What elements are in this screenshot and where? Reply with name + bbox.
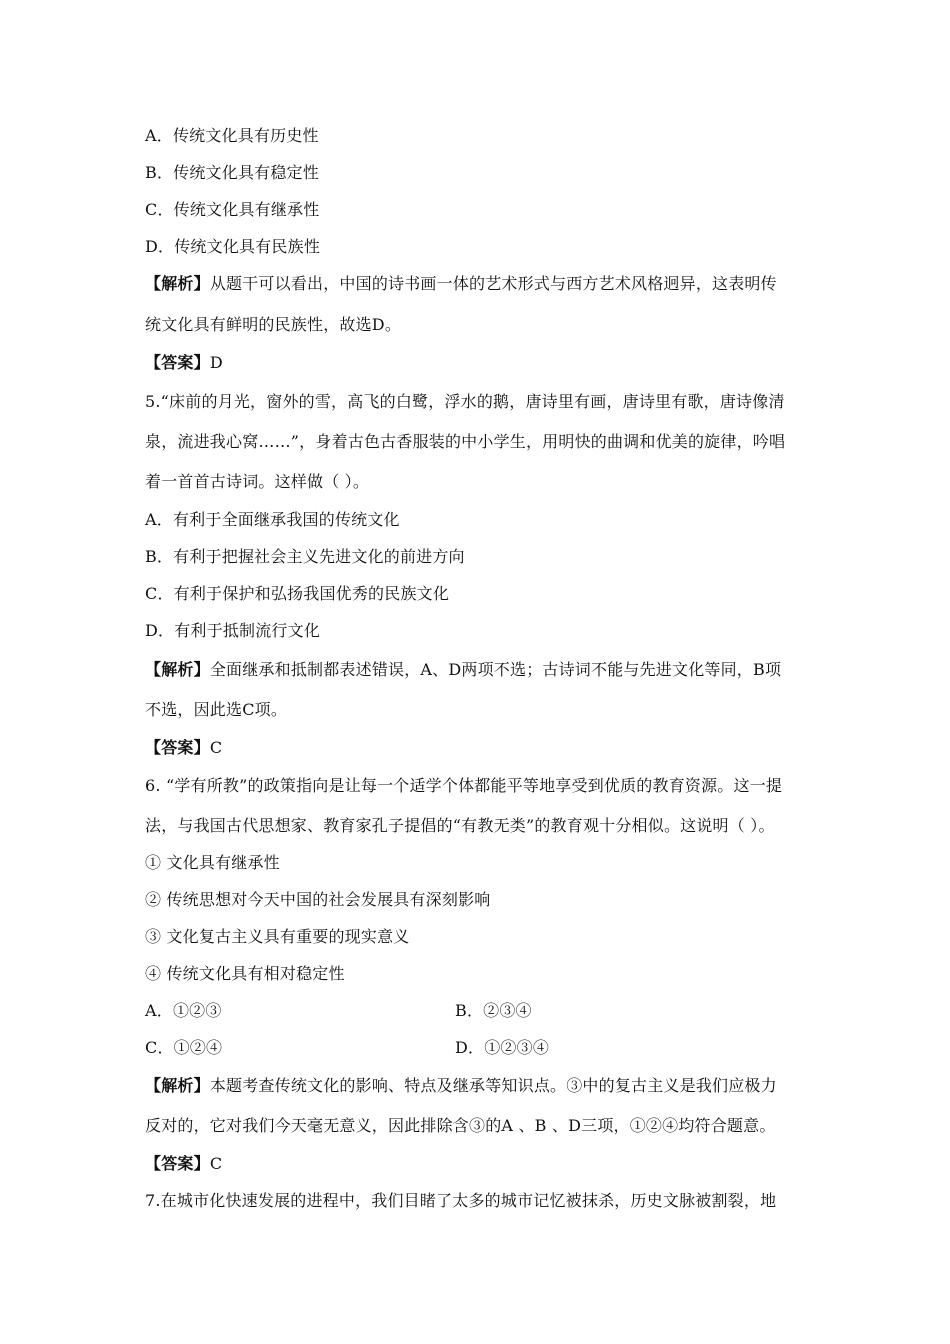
analysis-text: 从题干可以看出，中国的诗书画一体的艺术形式与西方艺术风格迥异，这表明传	[209, 274, 777, 293]
q4-option-d: D．传统文化具有民族性	[145, 237, 321, 256]
answer-label: 【答案】	[145, 353, 210, 372]
analysis-text: 全面继承和抵制都表述错误，A、D两项不选；古诗词不能与先进文化等同，B项	[209, 660, 782, 679]
q6-answer	[145, 1154, 222, 1174]
q6-analysis-line-2: 反对的，它对我们今天毫无意义，因此排除含③的A 、B 、D三项，①②④均符合题意。	[145, 1116, 776, 1135]
q6-stem-line-1: 6. “学有所教”的政策指向是让每一个适学个体都能平等地享受到优质的教育资源。这一提	[145, 776, 783, 795]
analysis-label: 【解析】	[145, 660, 210, 679]
analysis-text: 本题考查传统文化的影响、特点及继承等知识点。③中的复古主义是我们应极力	[209, 1076, 777, 1095]
q4-option-c: C．传统文化具有继承性	[145, 200, 320, 219]
q7-stem-line-1: 7.在城市化快速发展的进程中，我们目睹了太多的城市记忆被抹杀，历史文脉被割裂，地	[145, 1191, 777, 1210]
q6-item-2: ② 传统思想对今天中国的社会发展具有深刻影响	[145, 890, 491, 909]
q5-stem-line-2: 泉，流进我心窝……”，身着古色古香服装的中小学生，用明快的曲调和优美的旋律，吟唱	[145, 432, 786, 451]
answer-value: C	[209, 1154, 223, 1173]
q6-analysis-line-1	[145, 1076, 777, 1096]
q6-option-d: D．①②③④	[455, 1038, 550, 1057]
q5-option-b: B．有利于把握社会主义先进文化的前进方向	[145, 547, 465, 566]
q5-option-d: D．有利于抵制流行文化	[145, 621, 321, 640]
answer-value: C	[209, 738, 223, 757]
q4-analysis-line-1	[145, 274, 777, 294]
answer-label: 【答案】	[145, 1154, 210, 1173]
q5-analysis-line-1	[145, 660, 781, 680]
q5-option-a: A．有利于全面继承我国的传统文化	[145, 510, 400, 529]
q6-option-b: B．②③④	[455, 1001, 532, 1020]
q5-analysis-line-2: 不选，因此选C项。	[145, 700, 288, 719]
q6-option-c: C．①②④	[145, 1038, 223, 1057]
q4-analysis-line-2: 统文化具有鲜明的民族性，故选D。	[145, 315, 402, 334]
analysis-label: 【解析】	[145, 1076, 210, 1095]
q5-option-c: C．有利于保护和弘扬我国优秀的民族文化	[145, 584, 450, 603]
answer-label: 【答案】	[145, 738, 210, 757]
q6-option-a: A．①②③	[145, 1001, 222, 1020]
q6-item-3: ③ 文化复古主义具有重要的现实意义	[145, 927, 410, 946]
answer-value: D	[209, 353, 223, 372]
q4-answer	[145, 353, 223, 373]
q6-options-row-1	[145, 1001, 532, 1021]
q6-stem-line-2: 法，与我国古代思想家、教育家孔子提倡的“有教无类”的教育观十分相似。这说明（ ）。	[145, 816, 775, 835]
q5-stem-line-3: 着一首首古诗词。这样做（ ）。	[145, 472, 370, 491]
q4-option-a: A．传统文化具有历史性	[145, 126, 319, 145]
analysis-label: 【解析】	[145, 274, 210, 293]
q6-item-4: ④ 传统文化具有相对稳定性	[145, 964, 345, 983]
q5-stem-line-1: 5.“床前的月光，窗外的雪，高飞的白鹭，浮水的鹅，唐诗里有画，唐诗里有歌，唐诗像清	[145, 392, 785, 411]
q6-options-row-2	[145, 1038, 550, 1058]
q5-answer	[145, 738, 222, 758]
q4-option-b: B．传统文化具有稳定性	[145, 163, 319, 182]
q6-item-1: ① 文化具有继承性	[145, 853, 280, 872]
